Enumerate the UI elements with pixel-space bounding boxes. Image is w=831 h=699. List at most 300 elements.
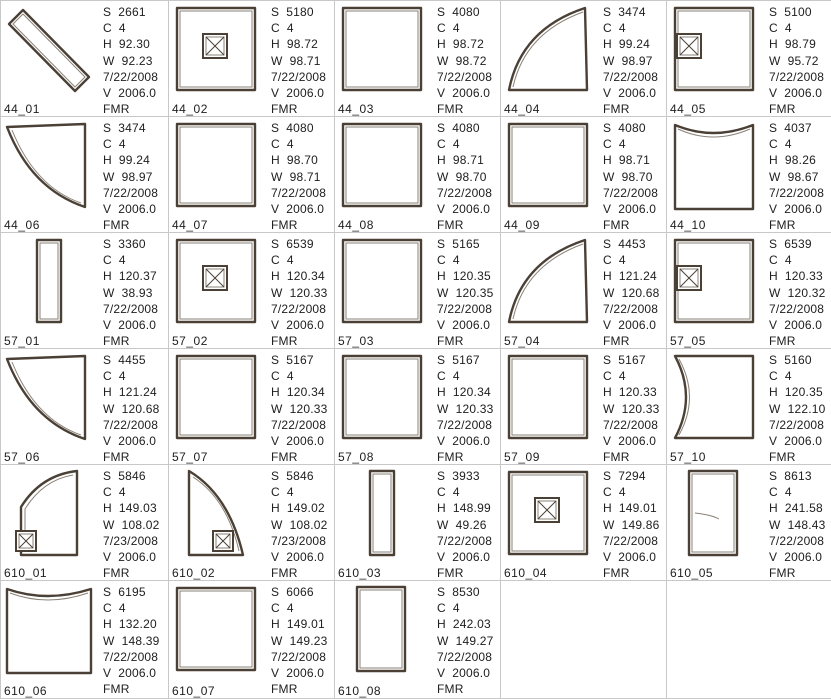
item-details — [437, 236, 494, 349]
thumbnail-cell-610_01[interactable] — [0, 464, 169, 581]
item-code-label: 57_03 — [338, 334, 374, 348]
size-value: S 5167 — [603, 353, 646, 367]
thumbnail-cell-610_06[interactable] — [0, 580, 169, 699]
date-value: 7/22/2008 — [103, 649, 159, 664]
user-initials: FMR — [437, 218, 464, 233]
size-value: S 6066 — [271, 585, 314, 599]
window-shape-icon — [335, 349, 431, 449]
count-value: C 4 — [603, 485, 626, 500]
item-code-label: 44_07 — [172, 218, 208, 232]
thumbnail-cell-610_04[interactable] — [500, 464, 667, 581]
window-shape-icon — [667, 1, 763, 101]
date-value: 7/22/2008 — [437, 69, 493, 84]
user-initials: FMR — [769, 218, 796, 233]
window-shape-icon — [1, 581, 97, 681]
date-value: 7/23/2008 — [103, 533, 159, 548]
size-value: S 3360 — [103, 237, 146, 251]
width-value: W 108.02 — [271, 517, 328, 532]
count-value: C 4 — [603, 21, 626, 36]
date-value: 7/22/2008 — [271, 185, 327, 200]
thumbnail-cell-44_02[interactable] — [168, 0, 335, 117]
item-code-label: 44_05 — [670, 102, 706, 116]
window-shape-icon — [501, 233, 597, 333]
count-value: C 4 — [103, 485, 126, 500]
height-value: H 149.01 — [271, 617, 325, 632]
window-shape-icon — [335, 465, 431, 565]
item-details — [437, 352, 494, 465]
count-value: C 4 — [103, 21, 126, 36]
count-value: C 4 — [437, 137, 460, 152]
thumbnail-cell-44_05[interactable] — [666, 0, 831, 117]
count-value: C 4 — [437, 485, 460, 500]
version-value: V 2006.0 — [769, 318, 823, 333]
item-details — [103, 120, 158, 233]
width-value: W 148.39 — [103, 633, 160, 648]
width-value: W 149.86 — [603, 517, 660, 532]
size-value: S 4080 — [437, 121, 480, 135]
thumbnail-cell-44_09[interactable] — [500, 116, 667, 233]
size-value: S 5167 — [271, 353, 314, 367]
window-shape-icon — [1, 349, 97, 449]
window-shape-icon — [501, 1, 597, 101]
item-code-label: 610_02 — [172, 566, 216, 580]
count-value: C 4 — [271, 21, 294, 36]
user-initials: FMR — [437, 450, 464, 465]
size-value: S 5167 — [437, 353, 480, 367]
size-value: S 5180 — [271, 5, 314, 19]
height-value: H 121.24 — [103, 385, 157, 400]
item-code-label: 57_02 — [172, 334, 208, 348]
width-value: W 120.32 — [769, 285, 826, 300]
width-value: W 149.23 — [271, 633, 328, 648]
item-details — [603, 468, 660, 581]
user-initials: FMR — [437, 682, 464, 697]
version-value: V 2006.0 — [603, 550, 657, 565]
date-value: 7/22/2008 — [603, 533, 659, 548]
item-code-label: 44_09 — [504, 218, 540, 232]
height-value: H 149.03 — [103, 501, 157, 516]
window-shape-icon — [667, 233, 763, 333]
user-initials: FMR — [271, 450, 298, 465]
item-details — [603, 352, 660, 465]
version-value: V 2006.0 — [103, 666, 157, 681]
height-value: H 120.33 — [769, 269, 823, 284]
item-code-label: 57_07 — [172, 450, 208, 464]
item-details — [769, 120, 824, 233]
item-details — [769, 236, 826, 349]
item-details — [103, 584, 160, 697]
count-value: C 4 — [769, 485, 792, 500]
user-initials: FMR — [769, 102, 796, 117]
width-value: W 38.93 — [103, 285, 153, 300]
count-value: C 4 — [271, 369, 294, 384]
date-value: 7/22/2008 — [103, 185, 159, 200]
version-value: V 2006.0 — [271, 434, 325, 449]
count-value: C 4 — [769, 253, 792, 268]
width-value: W 92.23 — [103, 53, 153, 68]
thumbnail-cell-57_08[interactable] — [334, 348, 501, 465]
height-value: H 120.34 — [271, 269, 325, 284]
item-code-label: 610_01 — [4, 566, 48, 580]
item-details — [103, 236, 158, 349]
user-initials: FMR — [603, 102, 630, 117]
size-value: S 5165 — [437, 237, 480, 251]
item-code-label: 57_06 — [4, 450, 40, 464]
count-value: C 4 — [437, 21, 460, 36]
size-value: S 3474 — [603, 5, 646, 19]
width-value: W 120.68 — [103, 401, 160, 416]
version-value: V 2006.0 — [603, 318, 657, 333]
width-value: W 98.97 — [603, 53, 653, 68]
date-value: 7/22/2008 — [603, 301, 659, 316]
date-value: 7/22/2008 — [769, 417, 825, 432]
height-value: H 98.72 — [271, 37, 318, 52]
version-value: V 2006.0 — [769, 434, 823, 449]
size-value: S 6539 — [271, 237, 314, 251]
version-value: V 2006.0 — [437, 550, 491, 565]
user-initials: FMR — [271, 218, 298, 233]
version-value: V 2006.0 — [769, 86, 823, 101]
thumbnail-cell-44_06[interactable] — [0, 116, 169, 233]
version-value: V 2006.0 — [437, 434, 491, 449]
height-value: H 120.34 — [271, 385, 325, 400]
count-value: C 4 — [271, 137, 294, 152]
window-shape-icon — [335, 117, 431, 217]
user-initials: FMR — [103, 450, 130, 465]
date-value: 7/23/2008 — [271, 533, 327, 548]
height-value: H 120.34 — [437, 385, 491, 400]
size-value: S 2661 — [103, 5, 146, 19]
count-value: C 4 — [437, 253, 460, 268]
size-value: S 6539 — [769, 237, 812, 251]
item-code-label: 44_04 — [504, 102, 540, 116]
empty-cell — [500, 580, 667, 699]
height-value: H 241.58 — [769, 501, 823, 516]
size-value: S 4080 — [437, 5, 480, 19]
height-value: H 121.24 — [603, 269, 657, 284]
date-value: 7/22/2008 — [437, 301, 493, 316]
item-details — [271, 352, 328, 465]
thumbnail-cell-57_06[interactable] — [0, 348, 169, 465]
size-value: S 4080 — [603, 121, 646, 135]
item-code-label: 44_10 — [670, 218, 706, 232]
size-value: S 8530 — [437, 585, 480, 599]
width-value: W 122.10 — [769, 401, 826, 416]
version-value: V 2006.0 — [437, 318, 491, 333]
version-value: V 2006.0 — [271, 666, 325, 681]
height-value: H 98.71 — [603, 153, 650, 168]
width-value: W 98.70 — [603, 169, 653, 184]
height-value: H 92.30 — [103, 37, 150, 52]
window-shape-icon — [667, 117, 763, 217]
user-initials: FMR — [603, 566, 630, 581]
version-value: V 2006.0 — [437, 86, 491, 101]
width-value: W 98.97 — [103, 169, 153, 184]
version-value: V 2006.0 — [271, 86, 325, 101]
thumbnail-cell-610_02[interactable] — [168, 464, 335, 581]
user-initials: FMR — [769, 334, 796, 349]
item-code-label: 57_01 — [4, 334, 40, 348]
width-value: W 95.72 — [769, 53, 819, 68]
version-value: V 2006.0 — [437, 666, 491, 681]
item-details — [103, 352, 160, 465]
date-value: 7/22/2008 — [437, 649, 493, 664]
width-value: W 120.35 — [437, 285, 494, 300]
thumbnail-cell-610_07[interactable] — [168, 580, 335, 699]
user-initials: FMR — [271, 682, 298, 697]
version-value: V 2006.0 — [103, 318, 157, 333]
item-details — [271, 584, 328, 697]
height-value: H 120.35 — [769, 385, 823, 400]
user-initials: FMR — [437, 334, 464, 349]
version-value: V 2006.0 — [271, 550, 325, 565]
version-value: V 2006.0 — [603, 434, 657, 449]
item-code-label: 57_08 — [338, 450, 374, 464]
item-details — [271, 236, 328, 349]
date-value: 7/22/2008 — [437, 185, 493, 200]
height-value: H 132.20 — [103, 617, 157, 632]
item-details — [271, 4, 326, 117]
width-value: W 148.43 — [769, 517, 826, 532]
item-details — [603, 120, 658, 233]
size-value: S 5846 — [103, 469, 146, 483]
thumbnail-cell-44_10[interactable] — [666, 116, 831, 233]
size-value: S 7294 — [603, 469, 646, 483]
item-details — [437, 584, 494, 697]
size-value: S 5160 — [769, 353, 812, 367]
height-value: H 120.37 — [103, 269, 157, 284]
height-value: H 242.03 — [437, 617, 491, 632]
count-value: C 4 — [769, 137, 792, 152]
window-shape-icon — [169, 465, 265, 565]
item-code-label: 44_08 — [338, 218, 374, 232]
thumbnail-cell-57_07[interactable] — [168, 348, 335, 465]
width-value: W 149.27 — [437, 633, 494, 648]
version-value: V 2006.0 — [769, 550, 823, 565]
date-value: 7/22/2008 — [271, 649, 327, 664]
height-value: H 120.35 — [437, 269, 491, 284]
window-shape-icon — [335, 581, 431, 681]
item-details — [437, 4, 492, 117]
item-details — [769, 4, 824, 117]
size-value: S 4453 — [603, 237, 646, 251]
thumbnail-cell-44_04[interactable] — [500, 0, 667, 117]
item-details — [437, 120, 492, 233]
thumbnail-cell-610_05[interactable] — [666, 464, 831, 581]
item-details — [769, 352, 826, 465]
item-details — [103, 4, 158, 117]
item-code-label: 610_07 — [172, 684, 216, 698]
thumbnail-cell-610_03[interactable] — [334, 464, 501, 581]
empty-cell — [666, 580, 831, 699]
thumbnail-cell-57_05[interactable] — [666, 232, 831, 349]
window-shape-icon — [501, 465, 597, 565]
width-value: W 98.67 — [769, 169, 819, 184]
height-value: H 99.24 — [603, 37, 650, 52]
window-shape-icon — [335, 233, 431, 333]
height-value: H 149.02 — [271, 501, 325, 516]
width-value: W 120.33 — [437, 401, 494, 416]
item-code-label: 44_06 — [4, 218, 40, 232]
version-value: V 2006.0 — [103, 202, 157, 217]
thumbnail-cell-44_01[interactable] — [0, 0, 169, 117]
thumbnail-cell-57_03[interactable] — [334, 232, 501, 349]
date-value: 7/22/2008 — [271, 301, 327, 316]
version-value: V 2006.0 — [437, 202, 491, 217]
width-value: W 98.70 — [437, 169, 487, 184]
version-value: V 2006.0 — [271, 318, 325, 333]
count-value: C 4 — [103, 369, 126, 384]
item-details — [271, 120, 326, 233]
user-initials: FMR — [103, 334, 130, 349]
window-shape-icon — [335, 1, 431, 101]
version-value: V 2006.0 — [271, 202, 325, 217]
item-code-label: 57_10 — [670, 450, 706, 464]
thumbnail-cell-44_03[interactable] — [334, 0, 501, 117]
date-value: 7/22/2008 — [769, 69, 825, 84]
user-initials: FMR — [271, 334, 298, 349]
size-value: S 5846 — [271, 469, 314, 483]
item-code-label: 610_03 — [338, 566, 382, 580]
item-code-label: 57_05 — [670, 334, 706, 348]
height-value: H 98.70 — [271, 153, 318, 168]
count-value: C 4 — [603, 369, 626, 384]
date-value: 7/22/2008 — [103, 69, 159, 84]
version-value: V 2006.0 — [103, 550, 157, 565]
count-value: C 4 — [437, 369, 460, 384]
version-value: V 2006.0 — [103, 86, 157, 101]
user-initials: FMR — [103, 218, 130, 233]
width-value: W 98.71 — [271, 169, 321, 184]
date-value: 7/22/2008 — [103, 301, 159, 316]
window-shape-icon — [501, 349, 597, 449]
count-value: C 4 — [603, 137, 626, 152]
item-code-label: 44_01 — [4, 102, 40, 116]
window-shape-icon — [1, 117, 97, 217]
width-value: W 120.68 — [603, 285, 660, 300]
date-value: 7/22/2008 — [271, 417, 327, 432]
version-value: V 2006.0 — [103, 434, 157, 449]
window-shape-icon — [1, 465, 97, 565]
user-initials: FMR — [603, 218, 630, 233]
width-value: W 98.72 — [437, 53, 487, 68]
width-value: W 108.02 — [103, 517, 160, 532]
user-initials: FMR — [103, 102, 130, 117]
item-code-label: 57_04 — [504, 334, 540, 348]
height-value: H 99.24 — [103, 153, 150, 168]
window-shape-icon — [1, 1, 97, 101]
user-initials: FMR — [603, 334, 630, 349]
item-details — [603, 236, 660, 349]
date-value: 7/22/2008 — [271, 69, 327, 84]
window-shape-icon — [169, 349, 265, 449]
date-value: 7/22/2008 — [769, 185, 825, 200]
date-value: 7/22/2008 — [603, 69, 659, 84]
window-shape-icon — [169, 233, 265, 333]
size-value: S 6195 — [103, 585, 146, 599]
item-details — [769, 468, 826, 581]
thumbnail-cell-44_07[interactable] — [168, 116, 335, 233]
size-value: S 3933 — [437, 469, 480, 483]
count-value: C 4 — [437, 601, 460, 616]
item-code-label: 610_04 — [504, 566, 548, 580]
thumbnail-cell-610_08[interactable] — [334, 580, 501, 699]
size-value: S 8613 — [769, 469, 812, 483]
item-code-label: 610_06 — [4, 684, 48, 698]
user-initials: FMR — [769, 566, 796, 581]
user-initials: FMR — [437, 566, 464, 581]
size-value: S 3474 — [103, 121, 146, 135]
item-code-label: 44_03 — [338, 102, 374, 116]
thumbnail-cell-57_04[interactable] — [500, 232, 667, 349]
item-code-label: 57_09 — [504, 450, 540, 464]
version-value: V 2006.0 — [769, 202, 823, 217]
item-code-label: 610_05 — [670, 566, 714, 580]
height-value: H 120.33 — [603, 385, 657, 400]
window-shape-icon — [1, 233, 97, 333]
user-initials: FMR — [603, 450, 630, 465]
count-value: C 4 — [769, 369, 792, 384]
thumbnail-cell-57_02[interactable] — [168, 232, 335, 349]
user-initials: FMR — [437, 102, 464, 117]
count-value: C 4 — [271, 601, 294, 616]
date-value: 7/22/2008 — [769, 533, 825, 548]
date-value: 7/22/2008 — [103, 417, 159, 432]
window-shape-icon — [169, 581, 265, 681]
user-initials: FMR — [769, 450, 796, 465]
width-value: W 49.26 — [437, 517, 487, 532]
date-value: 7/22/2008 — [603, 185, 659, 200]
height-value: H 149.01 — [603, 501, 657, 516]
thumbnail-cell-57_01[interactable] — [0, 232, 169, 349]
count-value: C 4 — [603, 253, 626, 268]
user-initials: FMR — [103, 682, 130, 697]
item-code-label: 610_08 — [338, 684, 382, 698]
window-shape-icon — [667, 465, 763, 565]
user-initials: FMR — [103, 566, 130, 581]
width-value: W 98.71 — [271, 53, 321, 68]
version-value: V 2006.0 — [603, 86, 657, 101]
item-code-label: 44_02 — [172, 102, 208, 116]
item-details — [271, 468, 328, 581]
size-value: S 4455 — [103, 353, 146, 367]
date-value: 7/22/2008 — [437, 533, 493, 548]
count-value: C 4 — [103, 137, 126, 152]
thumbnail-cell-44_08[interactable] — [334, 116, 501, 233]
size-value: S 4037 — [769, 121, 812, 135]
user-initials: FMR — [271, 566, 298, 581]
window-shape-icon — [169, 1, 265, 101]
height-value: H 98.79 — [769, 37, 816, 52]
height-value: H 148.99 — [437, 501, 491, 516]
window-shape-icon — [501, 117, 597, 217]
height-value: H 98.71 — [437, 153, 484, 168]
user-initials: FMR — [271, 102, 298, 117]
window-shape-icon — [169, 117, 265, 217]
count-value: C 4 — [103, 601, 126, 616]
height-value: H 98.26 — [769, 153, 816, 168]
version-value: V 2006.0 — [603, 202, 657, 217]
thumbnail-cell-57_09[interactable] — [500, 348, 667, 465]
size-value: S 4080 — [271, 121, 314, 135]
item-details — [603, 4, 658, 117]
count-value: C 4 — [769, 21, 792, 36]
date-value: 7/22/2008 — [603, 417, 659, 432]
width-value: W 120.33 — [603, 401, 660, 416]
width-value: W 120.33 — [271, 285, 328, 300]
thumbnail-cell-57_10[interactable] — [666, 348, 831, 465]
count-value: C 4 — [271, 485, 294, 500]
